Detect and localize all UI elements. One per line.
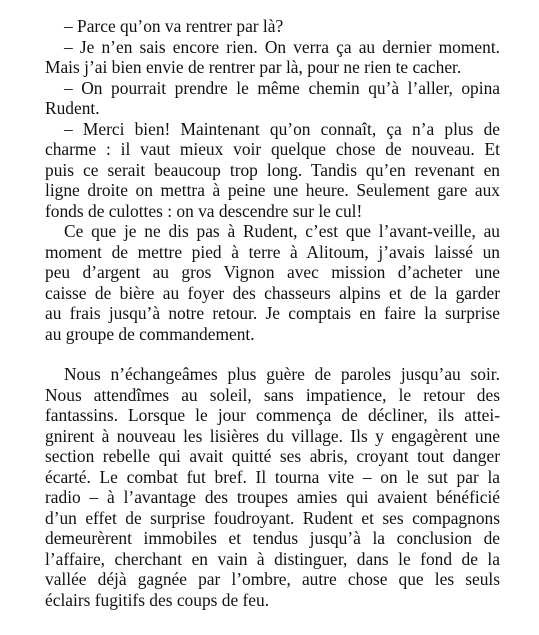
paragraph <box>45 16 500 37</box>
paragraph <box>45 364 500 610</box>
text-line: gnirent à nouveau les lisières du village. Ils y engagèrent une <box>45 425 500 446</box>
paragraph <box>45 221 500 344</box>
text-line: écarté. Le combat fut bref. Il tourna vite – on le sut par la <box>45 466 500 487</box>
paragraph <box>45 37 500 78</box>
text-line: Rudent. <box>45 98 100 118</box>
text-line: moment de mettre pied à terre à Alitoum, j’avais laissé un <box>45 241 500 262</box>
text-line: vallée déjà gagnée par l’ombre, autre chose que les seuls <box>45 569 500 589</box>
text-line: Nous n’échangeâmes plus guère de paroles jusqu’au soir. <box>64 364 500 384</box>
text-line: radio – à l’avantage des troupes amies qui avaient bénéficié <box>45 487 500 507</box>
text-line: – On pourrait prendre le même chemin qu’à l’aller, opina <box>64 77 500 98</box>
text-line: – Merci bien! Maintenant qu’on connaît, ça n’a plus de <box>64 118 500 139</box>
text-line: peu d’argent au gros Vignon avec mission d’acheter une <box>45 262 500 282</box>
text-line: Ce que je ne dis pas à Rudent, c’est que l’avant-veille, au <box>64 221 500 241</box>
text-line: Mais j’ai bien envie de rentrer par là, pour ne rien te cacher. <box>45 57 462 77</box>
text-line: d’un effet de surprise foudroyant. Rudent et ses compagnons <box>45 507 500 528</box>
text-line: puis ce serait beaucoup trop long. Tandis qu’en revenant en <box>45 159 500 180</box>
text-line: au groupe de commandement. <box>45 323 255 344</box>
text-line: charme : il vaut mieux voir quelque chose de nouveau. Et <box>45 139 500 159</box>
book-page <box>45 16 500 610</box>
text-line: section rebelle qui avait quitté ses abris, croyant tout danger <box>45 446 500 466</box>
text-line: ligne droite on mettra à peine une heure. Seulement gare aux <box>45 180 500 200</box>
paragraph <box>45 78 500 119</box>
text-line: éclairs fugitifs des coups de feu. <box>45 589 270 610</box>
paragraph <box>45 119 500 222</box>
text-line: l’affaire, cherchant en vain à distinguer, dans le fond de la <box>45 548 500 569</box>
text-line: fantassins. Lorsque le jour commença de décliner, ils attei- <box>45 405 500 425</box>
section-break <box>45 344 500 364</box>
text-line: – Parce qu’on va rentrer par là? <box>64 16 284 36</box>
text-line: caisse de bière au foyer des chasseurs alpins et de la garder <box>45 282 500 303</box>
text-line: fonds de culottes : on va descendre sur le cul! <box>45 200 363 221</box>
text-line: au frais jusqu’à notre retour. Je comptais en faire la surprise <box>45 303 500 323</box>
text-line: demeurèrent immobiles et tendus jusqu’à la conclusion de <box>45 528 500 548</box>
text-line: – Je n’en sais encore rien. On verra ça au dernier moment. <box>64 36 500 57</box>
text-line: Nous attendîmes au soleil, sans impatience, le retour des <box>45 384 500 405</box>
